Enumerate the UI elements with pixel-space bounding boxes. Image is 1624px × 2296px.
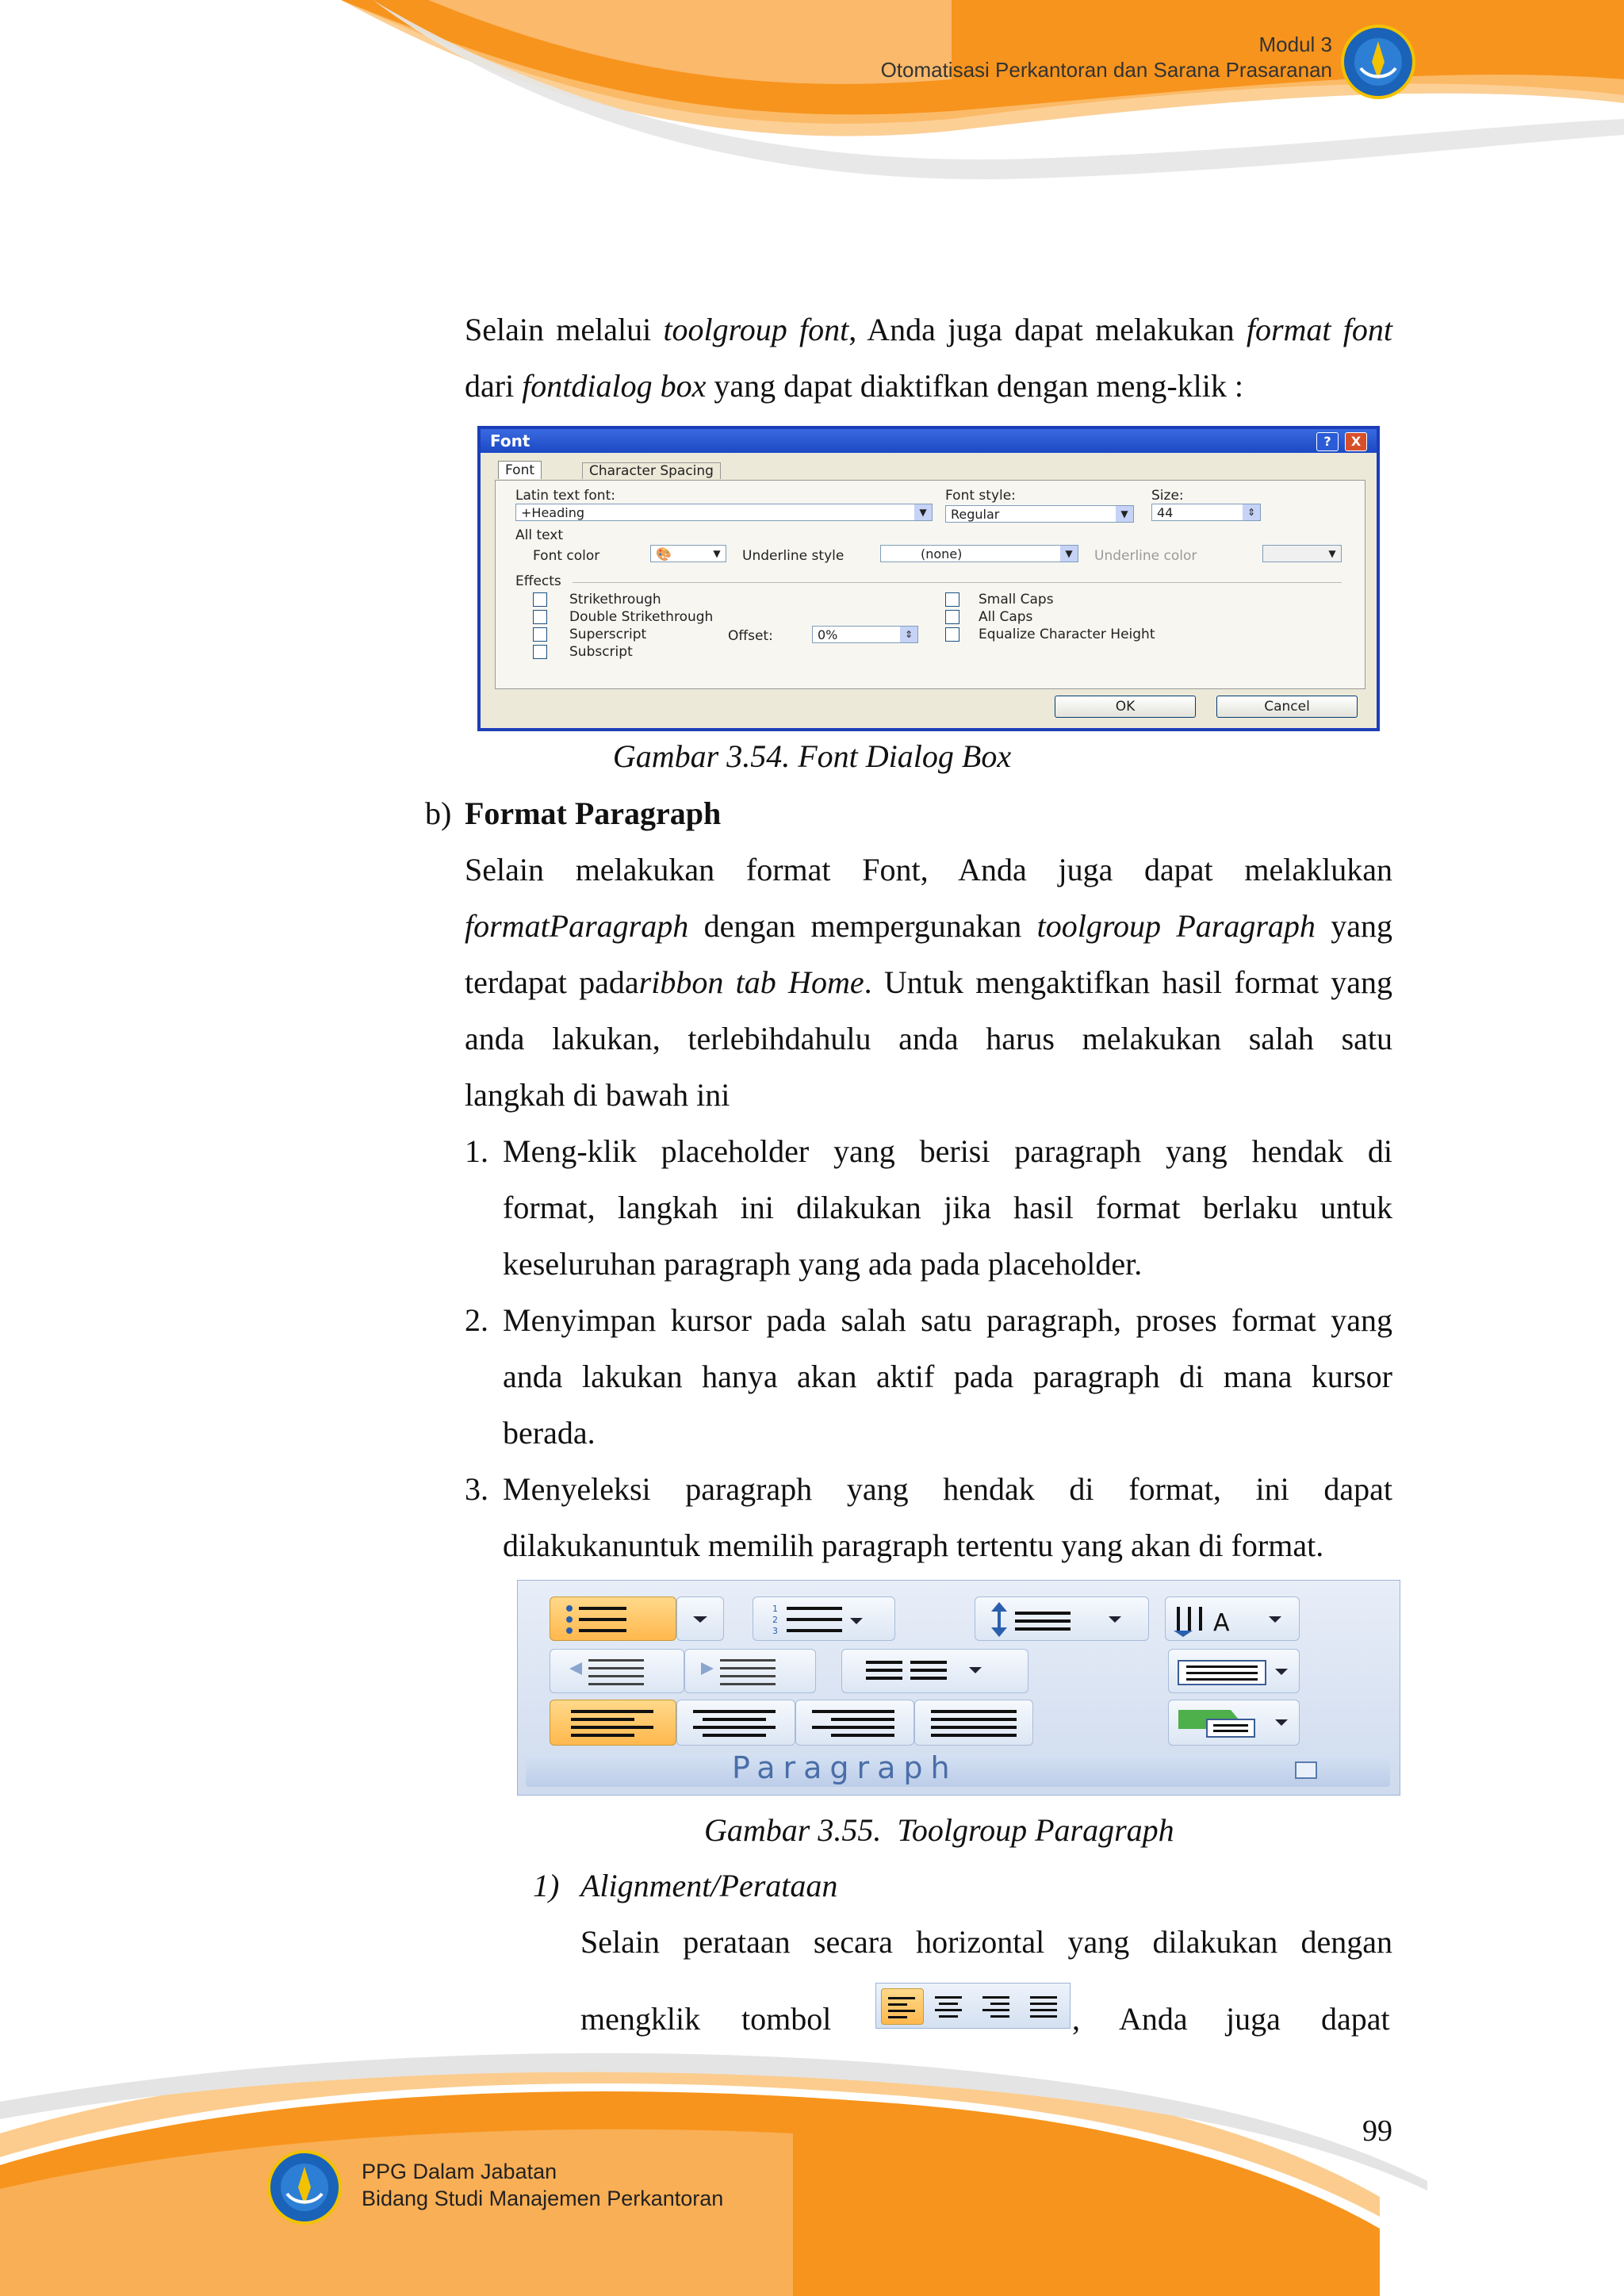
font-color-label: Font color [533, 548, 600, 564]
line-spacing-button[interactable] [975, 1596, 1149, 1641]
step-2-line-2: anda lakukan hanya akan aktif pada paragraph di mana kursor [503, 1359, 1392, 1394]
bullets-button[interactable] [550, 1596, 676, 1641]
underline-style-select[interactable] [880, 545, 1078, 562]
spinner-icon: ⇕ [1243, 504, 1260, 520]
step-1-line-2: format, langkah ini dilakukan jika hasil format berlaku untuk [503, 1190, 1392, 1225]
sub1-marker: 1) [533, 1868, 560, 1903]
decrease-indent-icon [569, 1658, 665, 1686]
smartart-button[interactable] [1168, 1700, 1300, 1746]
align-right-icon[interactable] [976, 1988, 1017, 2023]
chevron-down-icon: ▼ [713, 548, 721, 559]
tut-wuri-logo-icon [1340, 24, 1416, 100]
font-color-picker[interactable] [650, 545, 726, 562]
section-b-marker: b) [425, 795, 452, 831]
text: terdapat pada [465, 964, 639, 1000]
sub1-title: Alignment/Perataan [580, 1868, 838, 1903]
align-center-button[interactable] [676, 1700, 795, 1746]
italic-toolgroup-paragraph: toolgroup Paragraph [1036, 908, 1316, 944]
svg-text:A: A [1213, 1609, 1230, 1637]
equalize-height-checkbox[interactable] [945, 627, 959, 642]
ok-button[interactable]: OK [1055, 696, 1196, 718]
intro-text: dari [465, 368, 515, 404]
step-3-line-2: dilakukanuntuk memilih paragraph tertentu yang akan di format. [503, 1527, 1324, 1563]
all-text-label: All text [515, 527, 564, 543]
intro-italic-fontdialog-box: fontdialog box [522, 368, 707, 404]
numbering-button[interactable] [753, 1596, 895, 1641]
offset-spinner[interactable] [812, 626, 918, 643]
font-dialog-title: Font [490, 431, 530, 450]
page-number: 99 [1362, 2114, 1392, 2148]
chevron-down-icon: ▼ [914, 504, 932, 520]
small-caps-checkbox[interactable] [945, 592, 959, 607]
align-text-button[interactable] [1168, 1649, 1300, 1693]
intro-line-1 [465, 301, 1392, 358]
underline-style-value: (none) [921, 546, 963, 562]
footer-line-1: PPG Dalam Jabatan [362, 2160, 557, 2183]
figure-caption-354: Gambar 3.54. Font Dialog Box [612, 738, 1012, 774]
tab-font[interactable]: Font [498, 461, 542, 479]
sub1-word-mengklik: mengklik [580, 2001, 701, 2037]
chevron-down-icon: ▼ [1060, 546, 1078, 562]
sub1-word-tombol: tombol [741, 2001, 832, 2037]
intro-text: yang dapat diaktifkan dengan meng-klik : [714, 368, 1243, 404]
align-center-icon[interactable] [929, 1988, 970, 2023]
chevron-down-icon: ▼ [1328, 548, 1336, 559]
close-button[interactable]: X [1345, 432, 1367, 451]
footer-line-2: Bidang Studi Manajemen Perkantoran [362, 2187, 724, 2210]
align-right-button[interactable] [795, 1700, 914, 1746]
step-2-line-3: berada. [503, 1415, 596, 1451]
font-dialog-box [477, 426, 1380, 731]
section-b-line-5: langkah di bawah ini [465, 1077, 730, 1113]
toolgroup-label: Paragraph [732, 1750, 958, 1785]
smartart-icon [1175, 1705, 1294, 1740]
italic-ribbon-tab-home: ribbon tab Home [638, 964, 864, 1000]
figure-caption-355: Gambar 3.55. Toolgroup Paragraph [704, 1812, 1174, 1848]
dialog-launcher-icon[interactable] [1295, 1761, 1317, 1779]
paint-bucket-icon: 🎨 [656, 546, 672, 562]
justify-icon [931, 1708, 1026, 1740]
sub1-word-juga: juga [1226, 2001, 1281, 2037]
small-caps-label: Small Caps [979, 592, 1054, 608]
cancel-button[interactable]: Cancel [1216, 696, 1358, 718]
footer-decoration [0, 2046, 1624, 2296]
sub1-line-1: Selain perataan secara horizontal yang dilakukan dengan [580, 1924, 1392, 1960]
increase-indent-button[interactable] [684, 1649, 816, 1693]
intro-line-2 [465, 358, 1392, 414]
text: . Untuk mengaktifkan hasil format yang [864, 964, 1392, 1000]
step-2-line-1: Menyimpan kursor pada salah satu paragraph, proses format yang [503, 1302, 1392, 1338]
text-direction-button[interactable] [1165, 1596, 1300, 1641]
text-direction-icon [1174, 1602, 1300, 1637]
justify-icon[interactable] [1024, 1988, 1065, 2023]
chevron-down-icon: ▼ [1116, 506, 1133, 522]
text: yang [1331, 908, 1393, 944]
superscript-label: Superscript [569, 627, 647, 642]
step-2-number: 2. [465, 1302, 488, 1338]
align-left-button[interactable] [550, 1700, 676, 1746]
strikethrough-checkbox[interactable] [533, 592, 547, 607]
header-subtitle: Otomatisasi Perkantoran dan Sarana Prasaranan [880, 58, 1332, 82]
intro-italic-toolgroup-font: toolgroup font [663, 312, 849, 347]
spinner-icon: ⇕ [900, 627, 917, 642]
latin-font-select[interactable] [515, 504, 933, 521]
numbered-list-icon [772, 1604, 868, 1635]
equalize-height-label: Equalize Character Height [979, 627, 1155, 642]
help-button[interactable]: ? [1316, 432, 1339, 451]
tut-wuri-logo-icon [266, 2149, 343, 2225]
align-text-icon [1175, 1656, 1294, 1688]
step-1-number: 1. [465, 1133, 488, 1169]
font-style-label: Font style: [945, 488, 1016, 504]
step-1-line-3: keseluruhan paragraph yang ada pada placeholder. [503, 1246, 1143, 1282]
line-spacing-icon [990, 1602, 1132, 1637]
step-3-number: 3. [465, 1471, 488, 1507]
step-3-line-1: Menyeleksi paragraph yang hendak di format, ini dapat [503, 1471, 1392, 1507]
offset-label: Offset: [728, 628, 773, 644]
align-left-icon[interactable] [881, 1988, 924, 2025]
double-strikethrough-checkbox[interactable] [533, 610, 547, 624]
font-style-select[interactable] [945, 505, 1134, 523]
chevron-down-icon [693, 1616, 707, 1623]
intro-italic-format-font: format font [1246, 312, 1393, 347]
toolgroup-label-bar [526, 1754, 1390, 1787]
strikethrough-label: Strikethrough [569, 592, 661, 608]
sub1-word-dapat: dapat [1321, 2001, 1390, 2037]
columns-icon [866, 1658, 1025, 1686]
text: dengan mempergunakan [703, 908, 1022, 944]
align-left-icon [571, 1708, 666, 1740]
columns-button[interactable] [841, 1649, 1028, 1693]
decrease-indent-button[interactable] [550, 1649, 684, 1693]
all-caps-label: All Caps [979, 609, 1033, 625]
section-b-title: Format Paragraph [465, 795, 722, 831]
sub1-comma: , [1072, 2001, 1080, 2037]
step-1-line-1: Meng-klik placeholder yang berisi paragraph yang hendak di [503, 1133, 1392, 1169]
increase-indent-icon [701, 1658, 796, 1686]
latin-font-value: +Heading [521, 505, 584, 520]
effects-label: Effects [515, 573, 561, 589]
underline-style-label: Underline style [742, 548, 845, 564]
bullet-list-icon [565, 1604, 652, 1635]
subscript-label: Subscript [569, 644, 633, 660]
svg-text:1: 1 [772, 1604, 778, 1614]
underline-color-picker[interactable] [1262, 545, 1342, 562]
effects-divider [573, 582, 1342, 583]
section-b-line-3 [465, 954, 1392, 1010]
font-dialog-titlebar [481, 429, 1377, 453]
double-strikethrough-label: Double Strikethrough [569, 609, 714, 625]
header-module: Modul 3 [1258, 33, 1332, 56]
sub1-word-anda: Anda [1119, 2001, 1188, 2037]
bullets-dropdown[interactable] [676, 1596, 724, 1641]
font-style-value: Regular [951, 507, 1000, 522]
align-center-icon [693, 1708, 788, 1740]
svg-text:2: 2 [772, 1615, 778, 1625]
toolgroup-paragraph [517, 1580, 1400, 1796]
size-value: 44 [1157, 505, 1174, 520]
superscript-checkbox[interactable] [533, 627, 547, 642]
section-b-line-2 [465, 898, 1392, 954]
tab-character-spacing[interactable]: Character Spacing [582, 462, 721, 479]
subscript-checkbox[interactable] [533, 645, 547, 659]
svg-text:3: 3 [772, 1626, 778, 1635]
underline-color-label: Underline color [1094, 548, 1197, 564]
size-spinner[interactable] [1151, 504, 1261, 521]
latin-font-label: Latin text font: [515, 488, 615, 504]
section-b-line-4: anda lakukan, terlebihdahulu anda harus melakukan salah satu [465, 1021, 1392, 1056]
italic-format-paragraph: formatParagraph [465, 908, 689, 944]
section-b-line-1: Selain melakukan format Font, Anda juga dapat melaklukan [465, 852, 1392, 887]
intro-text: , Anda juga dapat melakukan [848, 312, 1235, 347]
align-right-icon [812, 1708, 907, 1740]
all-caps-checkbox[interactable] [945, 610, 959, 624]
size-label: Size: [1151, 488, 1184, 504]
intro-text: Selain melalui [465, 312, 652, 347]
justify-button[interactable] [914, 1700, 1033, 1746]
offset-value: 0% [818, 627, 838, 642]
alignment-buttons-image [875, 1983, 1071, 2029]
